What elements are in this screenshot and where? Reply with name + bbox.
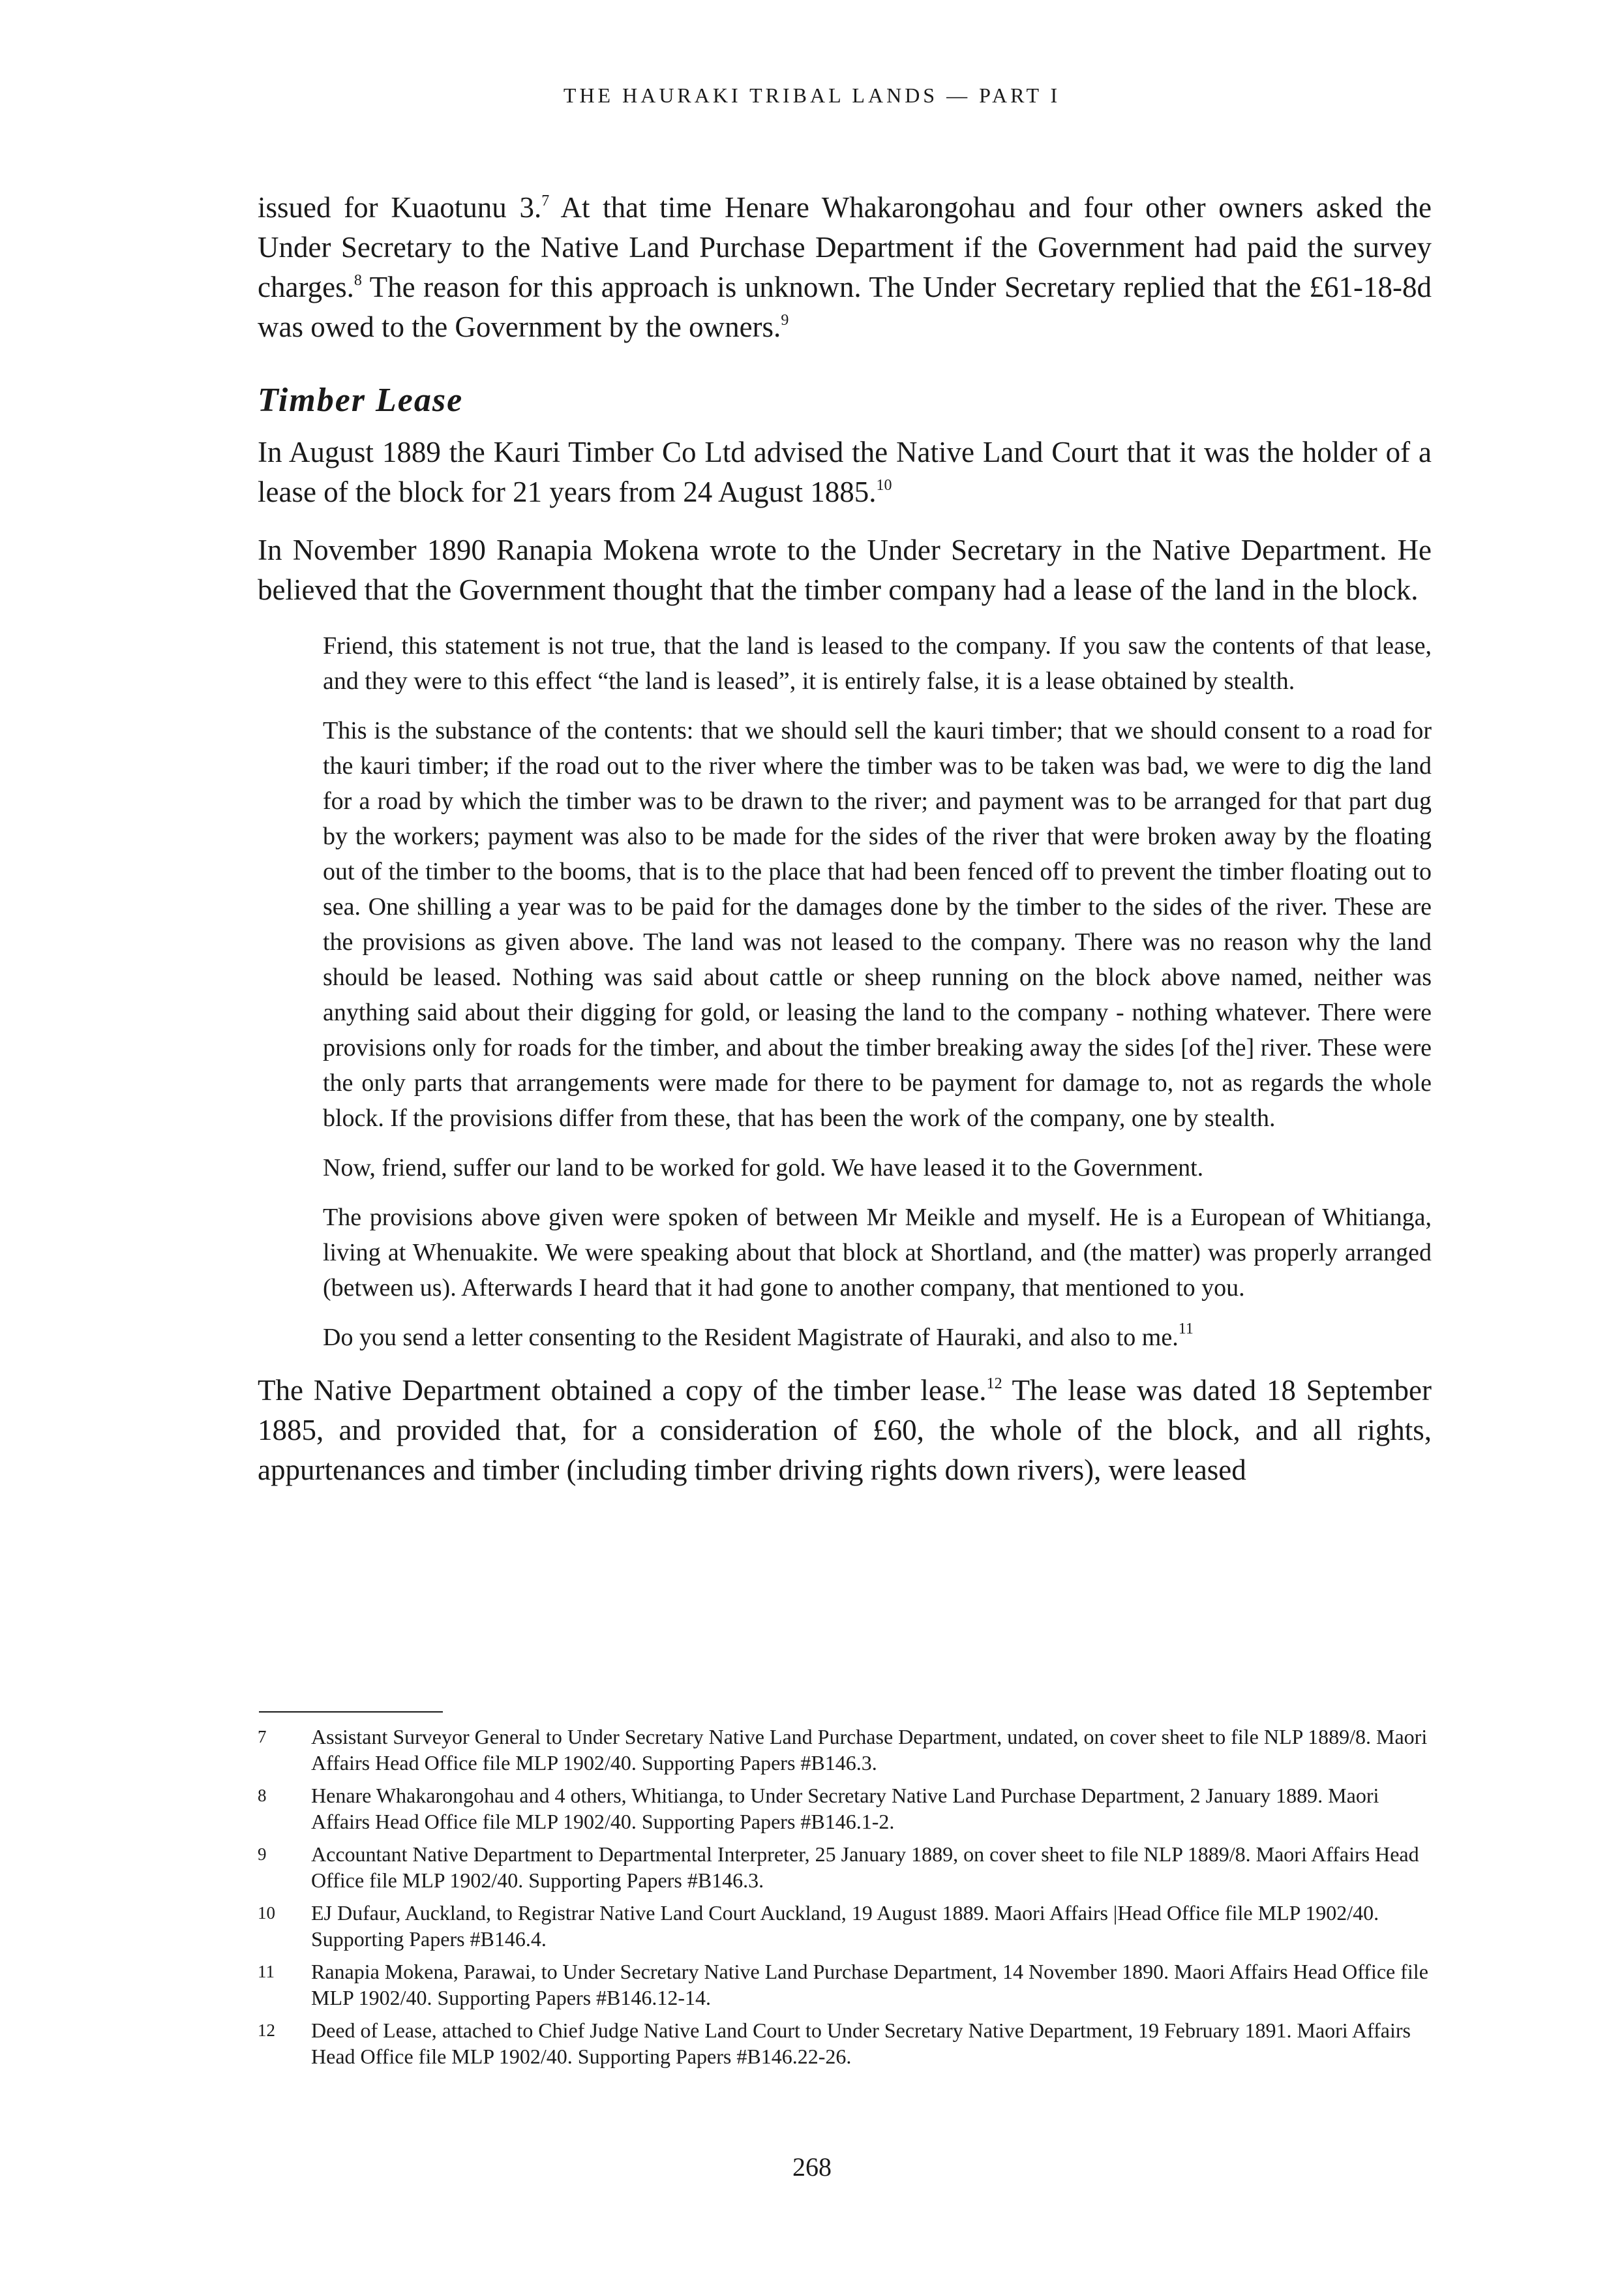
paragraph-text: In August 1889 the Kauri Timber Co Ltd advised the Native Land Court that it was the holder of a lease of the block for 21 years from 24 August 1885.: [258, 436, 1432, 508]
paragraph-text: At that time Henare Whakarongohau and four other owners asked the Under Secretary to the Native Land Purchase Department if the Government had paid the survey charges.: [258, 191, 1432, 303]
paragraph-kauri-timber: [258, 433, 1432, 512]
footnote-number: 8: [258, 1786, 267, 1805]
footnote-text: Ranapia Mokena, Parawai, to Under Secretary Native Land Purchase Department, 14 November 1890. Maori Affairs Head Office file MLP 1902/40. Supporting Papers #B146.12-14.: [311, 1960, 1428, 2009]
paragraph-text: The Native Department obtained a copy of the timber lease.: [258, 1374, 987, 1407]
footnote-ref-7[interactable]: 7: [541, 192, 550, 209]
footnote-text: Assistant Surveyor General to Under Secretary Native Land Purchase Department, undated, on cover sheet to file NLP 1889/8. Maori Affairs Head Office file MLP 1902/40. Supporting Papers #B146.3.: [311, 1725, 1428, 1775]
footnote-item: [258, 1900, 1432, 1952]
footnote-text: Deed of Lease, attached to Chief Judge Native Land Court to Under Secretary Native Department, 19 February 1891. Maori Affairs Head Office file MLP 1902/40. Supporting Papers #B146.22-26.: [311, 2019, 1411, 2068]
footnote-number: 12: [258, 2020, 275, 2040]
footnote-ref-8[interactable]: 8: [353, 272, 362, 289]
footnote-ref-10[interactable]: 10: [876, 477, 892, 494]
footnote-item: [258, 2017, 1432, 2069]
paragraph-text: The lease was dated 18 September 1885, and provided that, for a consideration of £60, the whole of the block, and all rights, appurtenances and timber (including timber driving rights down rivers), were leased: [258, 1374, 1432, 1486]
quote-text: Do you send a letter consenting to the Resident Magistrate of Hauraki, and also to me.: [323, 1324, 1179, 1351]
quote-paragraph-2: This is the substance of the contents: that we should sell the kauri timber; that we should consent to a road for the kauri timber; if the road out to the river where the timber was to be taken was bad, we were to dig the land for a road by which the timber was to be drawn to the river; and payment was to be arranged for that part dug by the workers; payment was also to be made for the sides of the river that were broken away by the floating out of the timber to the booms, that is to the place that had been fenced off to prevent the timber floating out to sea. One shilling a year was to be paid for the damages done by the timber to the sides of the river. These are the provisions as given above. The land was not leased to the company. There was no reason why the land should be leased. Nothing was said about cattle or sheep running on the block above named, neither was anything said about their digging for gold, or leasing the land to the company - nothing whatever. There were provisions only for roads for the timber, and about the timber breaking away the sides [of the] river. These were the only parts that arrangements were made for there to be payment for damage to, not as regards the whole block. If the provisions differ from these, that has been the work of the company, one by stealth.: [323, 717, 1432, 1132]
footnote-number: 11: [258, 1962, 275, 1981]
paragraph-ranapia-letter: In November 1890 Ranapia Mokena wrote to the Under Secretary in the Native Department. He believed that the Government thought that the timber company had a lease of the land in the block.: [258, 534, 1432, 606]
footnote-text: EJ Dufaur, Auckland, to Registrar Native Land Court Auckland, 19 August 1889. Maori Affairs |Head Office file MLP 1902/40. Supporting Papers #B146.4.: [311, 1901, 1379, 1951]
footnote-text: Accountant Native Department to Departmental Interpreter, 25 January 1889, on cover sheet to file NLP 1889/8. Maori Affairs Head Office file MLP 1902/40. Supporting Papers #B146.3.: [311, 1842, 1419, 1892]
footnote-text: Henare Whakarongohau and 4 others, Whitianga, to Under Secretary Native Land Purchase Department, 2 January 1889. Maori Affairs Head Office file MLP 1902/40. Supporting Papers #B146.1-2.: [311, 1784, 1379, 1833]
body-text: [258, 188, 1432, 1508]
paragraph-timber-lease-copy: [258, 1371, 1432, 1490]
page-number: 268: [792, 2152, 832, 2182]
footnote-ref-9[interactable]: 9: [781, 312, 789, 329]
block-quote: [323, 628, 1432, 1355]
footnote-number: 10: [258, 1903, 275, 1923]
quote-paragraph-5: [323, 1320, 1432, 1355]
footnote-number: 9: [258, 1844, 267, 1864]
footnote-item: [258, 1724, 1432, 1776]
quote-paragraph-3: Now, friend, suffer our land to be worked for gold. We have leased it to the Government.: [323, 1154, 1204, 1181]
footnote-item: [258, 1782, 1432, 1835]
quote-paragraph-1: Friend, this statement is not true, that the land is leased to the company. If you saw the contents of that lease, and they were to this effect “the land is leased”, it is entirely false, it is a lease obtained by stealth.: [323, 632, 1432, 695]
quote-paragraph-4: The provisions above given were spoken of between Mr Meikle and myself. He is a European of Whitianga, living at Whenuakite. We were speaking about that block at Shortland, and (the matter) was properly arranged (between us). Afterwards I heard that it had gone to another company, that mentioned to you.: [323, 1204, 1432, 1302]
footnote-divider: [259, 1711, 443, 1713]
running-head: THE HAURAKI TRIBAL LANDS — PART I: [563, 84, 1061, 107]
footnote-number: 7: [258, 1727, 267, 1746]
footnote-ref-12[interactable]: 12: [986, 1375, 1002, 1392]
footnote-item: [258, 1958, 1432, 2011]
footnotes: [258, 1724, 1432, 2076]
footnote-ref-11[interactable]: 11: [1178, 1320, 1194, 1337]
paragraph-text: The reason for this approach is unknown. The Under Secretary replied that the £61-18-8d was owed to the Government by the owners.: [258, 271, 1432, 343]
paragraph-text: issued for Kuaotunu 3.: [258, 191, 542, 224]
section-heading: Timber Lease: [258, 382, 464, 419]
footnote-item: [258, 1841, 1432, 1893]
paragraph-survey-charges: [258, 188, 1432, 347]
